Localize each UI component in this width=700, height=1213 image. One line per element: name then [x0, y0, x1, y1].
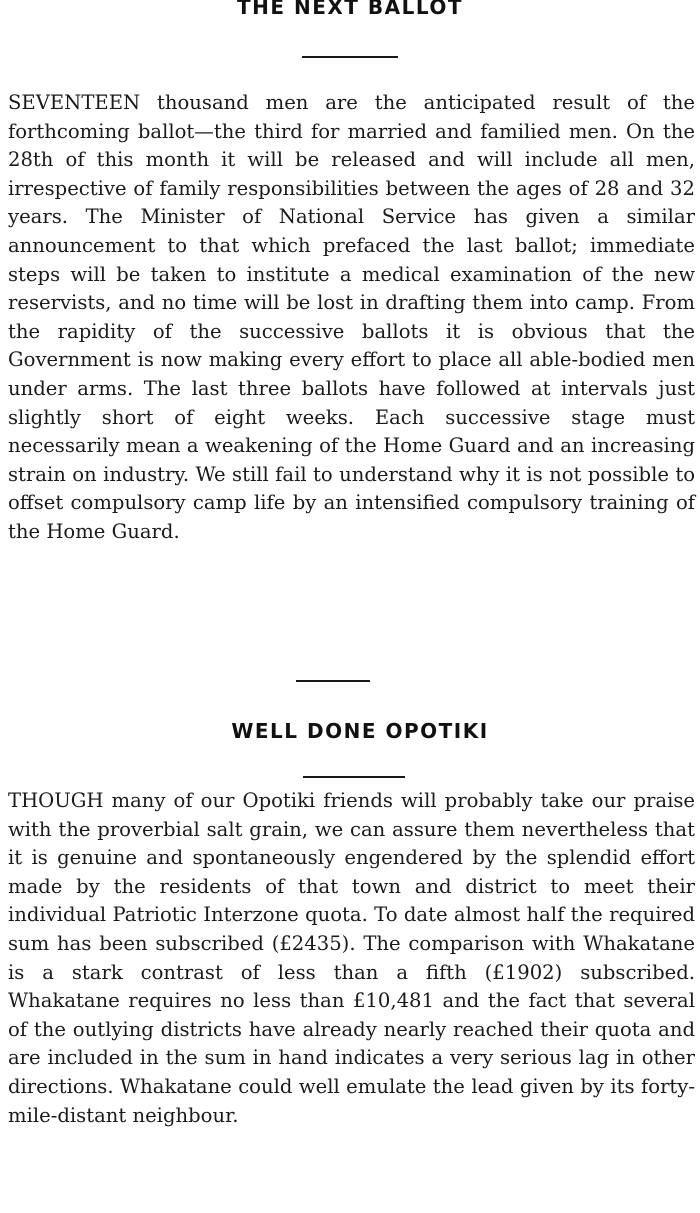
headline-well-done-opotiki: WELL DONE OPOTIKI	[231, 719, 489, 743]
headline-divider	[303, 776, 405, 778]
article-opotiki-body: THOUGH many of our Opotiki friends will probably take our praise with the proverbial salt grain, we can assure them nevertheless that it is genuine and spontaneously engendered by the splendid effort made by the residents of that town and district to meet their individual Patriotic Interzone quota. To date almost half the required sum has been subscribed (£2435). The comparison with Whakatane is a stark contrast of less than a fifth (£1902) subscribed. Whakatane requires no less than £10,481 and the fact that several of the outlying districts have already nearly reached their quota and are included in the sum in hand indicates a very serious lag in other directions. Whakatane could well emulate the lead given by its forty-mile-distant neighbour.	[8, 789, 695, 1127]
article-separator	[296, 680, 370, 682]
headline-next-ballot: THE NEXT BALLOT	[236, 0, 464, 19]
headline-divider	[302, 56, 398, 58]
article-next-ballot-body: SEVENTEEN thousand men are the anticipated result of the forthcoming ballot—the third for married and familied men. On the 28th of this month it will be released and will include all men, irrespective of family responsibilities between the ages of 28 and 32 years. The Minister of National Service has given a similar announcement to that which prefaced the last ballot; immediate steps will be taken to institute a medical examination of the new reservists, and no time will be lost in drafting them into camp. From the rapidity of the successive ballots it is obvious that the Government is now making every effort to place all able-bodied men under arms. The last three ballots have followed at intervals just slightly short of eight weeks. Each successive stage must necessarily mean a weakening of the Home Guard and an increasing strain on industry. We still fail to understand why it is not possible to offset compulsory camp life by an intensified compulsory training of the Home Guard.	[8, 91, 695, 543]
